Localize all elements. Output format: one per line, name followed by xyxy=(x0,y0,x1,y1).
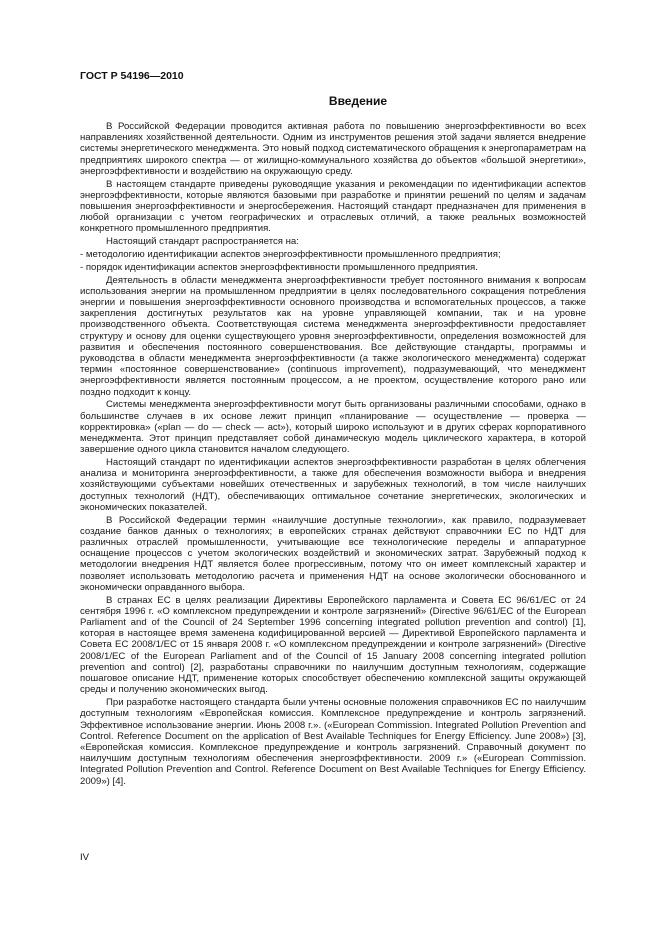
document-code-header: ГОСТ Р 54196—2010 xyxy=(80,70,184,82)
paragraph: Системы менеджмента энергоэффективности могут быть организованы различными способами, однако в большинстве случаев в их основе лежит принцип «планирование — осуществление — проверка — корректировка» («plan — do — check — act»), который широко используют и в других сферах корпоративного менеджмента. Этот принцип представляет собой динамическую модель циклического характера, в которой завершение одного цикла становится началом следующего. xyxy=(80,399,586,456)
list-item: - порядок идентификации аспектов энергоэффективности промышленного предприятия. xyxy=(80,261,478,273)
paragraph: Настоящий стандарт распространяется на: xyxy=(106,236,299,248)
section-title-wrapper xyxy=(80,94,586,108)
paragraph: В Российской Федерации термин «наилучшие доступные технологии», как правило, подразумевает создание банков данных о технологиях; в европейских странах действуют справочники ЕС по НДТ для различных отраслей промышленности, учитывающие все технологические переделы и аппаратурное оснащение процессов с учетом экологических воздействий и экономических затрат. Зарубежный подход к методологии внедрения НДТ является более прогрессивным, потому что он имеет комплексный характер и позволяет использовать методологию расчета и применения НДТ на основе экологически обоснованного и экономически оправданного выбора. xyxy=(80,514,586,593)
paragraph: При разработке настоящего стандарта были учтены основные положения справочников ЕС по наилучшим доступным технологиям «Европейская комиссия. Комплексное предупреждение и контроль загрязнений. Эффективное использование энергии. Июнь 2008 г.». («European Commission. Integrated Pollution Prevention and Control. Reference Document on the application of Best Available Techniques for Energy Efficiency. June 2008») [3], «Европейская комиссия. Комплексное предупреждение и контроль загрязнений. Справочный документ по наилучшим доступным технологиям обеспечения энергоэффективности. 2009 г.» («European Commission. Integrated Pollution Prevention and Control. Reference Document on Best Available Techniques for Energy Efficiency. 2009») [4]. xyxy=(80,697,586,787)
paragraph: В настоящем стандарте приведены руководящие указания и рекомендации по идентификации аспектов энергоэффективности, которые являются базовыми при разработке и принятии решений по целям и задачам повышения энергоэффективности и энергосбережения. Настоящий стандарт предназначен для применения в любой организации с учетом географических и отраслевых отличий, а также реальных возможностей конкретного промышленного предприятия. xyxy=(80,178,586,235)
list-item: - методологию идентификации аспектов энергоэффективности промышленного предприятия; xyxy=(80,249,501,261)
paragraph: Настоящий стандарт по идентификации аспектов энергоэффективности разработан в целях облегчения анализа и мониторинга энергоэффективности, а также для обеспечения возможности выбора и внедрения хозяйствующими субъектами новейших отечественных и зарубежных технологий, в том числе наилучших доступных технологий (НДТ), обеспечивающих оптимальное сочетание энергетических, экологических и экономических показателей. xyxy=(80,457,586,513)
section-title: Введение xyxy=(328,94,388,108)
paragraph: В странах ЕС в целях реализации Директивы Европейского парламента и Совета ЕС 96/61/ЕС от 24 сентября 1996 г. «О комплексном предупреждении и контроле загрязнений» (Directive 96/61/EC of the European Parliament and of the Council of 24 September 1996 concerning integrated pollution prevention and control) [1], которая в настоящее время заменена кодифицированной версией — Директивой Европейского парламента и Совета ЕС 2008/1/ЕС от 15 января 2008 г. «О комплексном предупреждении и контроле загрязнений» (Directive 2008/1/EC of the European Parliament and of the Council of 15 January 2008 concerning integrated pollution prevention and control) [2], разработаны справочники по наилучшим доступным технологиям, содержащие пошаговое описание НДТ, применение которых способствует обеспечению комплексной защиты окружающей среды и получению экономических выгод. xyxy=(80,594,586,696)
paragraph: Деятельность в области менеджмента энергоэффективности требует постоянного внимания к вопросам использования энергии на промышленном предприятии в целях последовательного сокращения потребления энергии и повышения энергоэффективности основного производства и вспомогательных процессов, а также закрепления достигнутых результатов как на уровне управляющей компании, так и на уровне производственного объекта. Соответствующая система менеджмента энергоэффективности предоставляет структуру и основу для оценки существующего уровня энергоэффективности, определения возможностей для развития и обеспечения постоянного совершенствования. Все действующие стандарты, программы и руководства в области менеджмента энергоэффективности (а также экологического менеджмента) содержат термин «постоянное совершенствование» (continuous improvement), подразумевающий, что менеджмент энергоэффективности является постоянным процессом, а не проектом, осуществление которого рано или поздно подходит к концу. xyxy=(80,274,586,398)
paragraph: В Российской Федерации проводится активная работа по повышению энергоэффективности во всех направлениях хозяйственной деятельности. Одним из инструментов решения этой задачи является внедрение системы энергетического менеджмента. Это новый подход систематического обращения к энергопараметрам на предприятиях широкого спектра — от жилищно-коммунального хозяйства до объектов «большой энергетики», энергоэффективности и воздействию на окружающую среду. xyxy=(80,121,586,177)
page-number: IV xyxy=(80,852,90,863)
body-text xyxy=(80,121,586,788)
